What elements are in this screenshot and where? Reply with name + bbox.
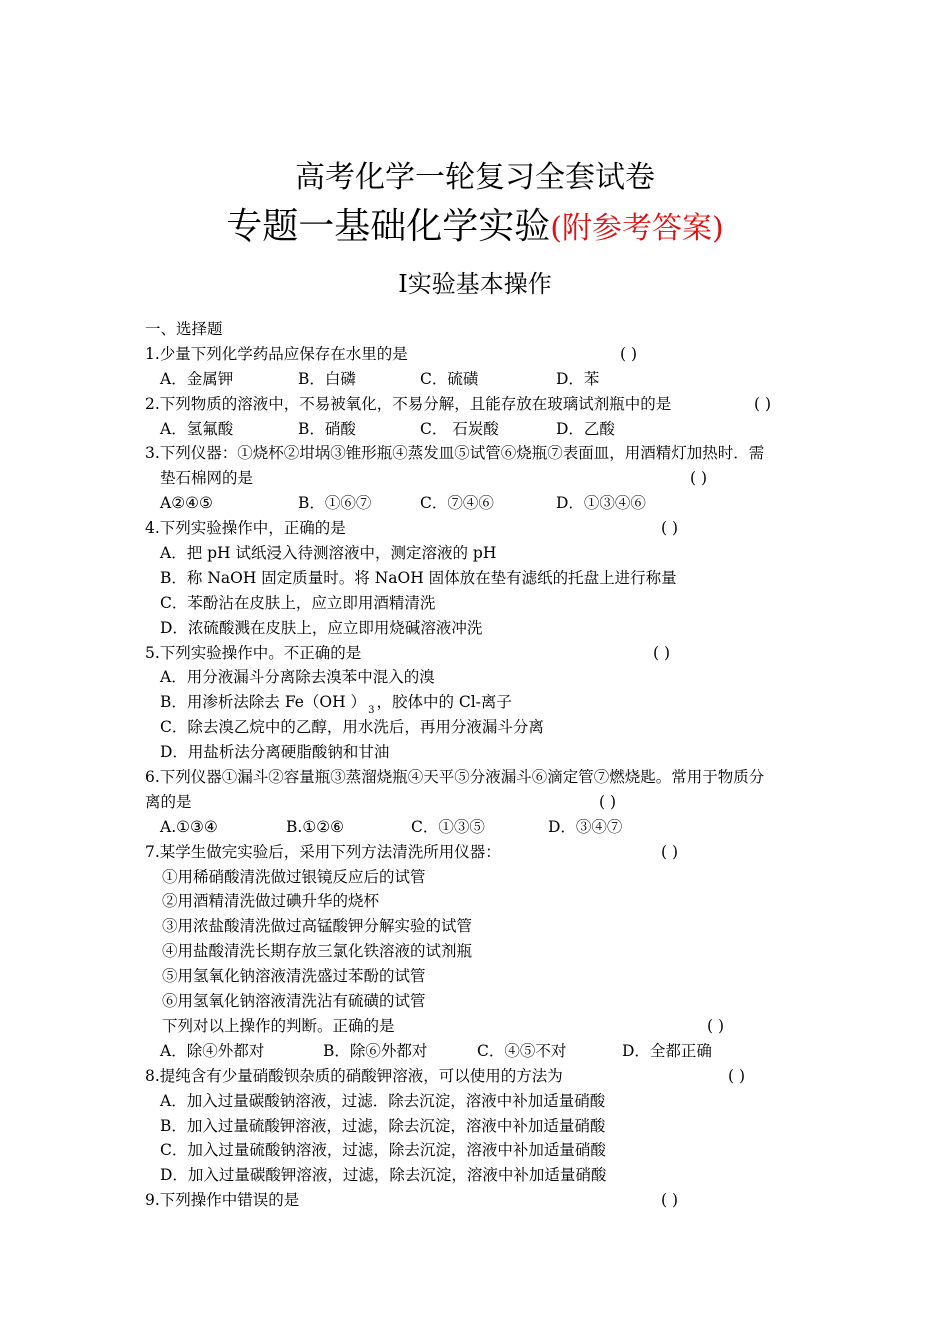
list-item: ②用酒精清洗做过碘升华的烧杯 (162, 892, 380, 911)
list-item: ⑤用氢氧化钠溶液清洗盛过苯酚的试管 (162, 967, 426, 986)
answer-paren: ( ) (661, 842, 679, 861)
question-6-stem-cont: 离的是 ( ) (145, 790, 825, 815)
option-c: C．④⑤不对 (477, 1041, 567, 1060)
option-d: D．①③④⑥ (556, 494, 646, 513)
option-b: B．硝酸 (298, 419, 356, 438)
question-6-stem: 6.下列仪器①漏斗②容量瓶③蒸溜烧瓶④天平⑤分液漏斗⑥滴定管⑦燃烧匙。常用于物质分 (145, 768, 765, 787)
option-a: A②④⑤ (160, 494, 213, 513)
option-b: B．用渗析法除去 Fe（OH ） $_3$ ，胶体中的 Cl-离子 (160, 693, 512, 717)
answer-paren: ( ) (653, 643, 671, 662)
question-9-stem: 9.下列操作中错误的是 ( ) (145, 1188, 825, 1213)
option-c: C．除去溴乙烷中的乙醇，用水洗后，再用分液漏斗分离 (160, 718, 544, 737)
answer-paren: ( ) (707, 1016, 725, 1035)
option-b: B．除⑥外都对 (323, 1041, 428, 1060)
subtitle-answer-note: (附参考答案) (550, 211, 724, 246)
question-5-stem: 5.下列实验操作中。不正确的是 ( ) (145, 641, 825, 666)
subscript: 3 (368, 705, 375, 717)
question-8-stem: 8.提纯含有少量硝酸钡杂质的硝酸钾溶液，可以使用的方法为 ( ) (145, 1064, 825, 1089)
option-c: C．①③⑤ (411, 817, 485, 836)
option-b: B.①②⑥ (286, 817, 345, 836)
option-b: B．①⑥⑦ (298, 494, 372, 513)
question-list (145, 317, 825, 1213)
option-c: C． 石炭酸 (420, 419, 499, 438)
answer-paren: ( ) (661, 1191, 679, 1210)
answer-paren: ( ) (661, 519, 679, 538)
option-c: C．硫磺 (420, 369, 479, 388)
list-item: ⑥用氢氧化钠溶液清洗沾有硫磺的试管 (162, 992, 426, 1011)
answer-paren: ( ) (690, 469, 708, 488)
option-c: C．⑦④⑥ (420, 494, 494, 513)
option-b: B．白磷 (298, 369, 356, 388)
option-a: A．金属钾 (160, 369, 234, 388)
question-2-stem: 2.下列物质的溶液中，不易被氧化，不易分解，且能存放在玻璃试剂瓶中的是 ( ) (145, 392, 825, 417)
answer-paren: ( ) (728, 1066, 746, 1085)
answer-paren: ( ) (599, 792, 617, 811)
question-3-stem: 3.下列仪器：①烧杯②坩埚③锥形瓶④蒸发皿⑤试管⑥烧瓶⑦表面皿，用酒精灯加热时．需 (145, 444, 765, 463)
option-a: A．除④外都对 (160, 1041, 265, 1060)
answer-paren: ( ) (754, 394, 772, 413)
option-d: D．用盐析法分离硬脂酸钠和甘油 (160, 743, 390, 762)
option-a: A．用分液漏斗分离除去溴苯中混入的溴 (160, 668, 435, 687)
document-title: 高考化学一轮复习全套试卷 (295, 160, 655, 195)
question-6-options (145, 815, 825, 840)
list-item: ③用浓盐酸清洗做过高锰酸钾分解实验的试管 (162, 917, 473, 936)
option-a: A．加入过量碳酸钠溶液，过滤．除去沉淀，溶液中补加适量硝酸 (160, 1091, 606, 1110)
option-d: D．③④⑦ (548, 817, 623, 836)
option-c: C．加入过量硫酸钠溶液，过滤，除去沉淀，溶液中补加适量硝酸 (160, 1141, 606, 1160)
question-1-stem: 1.少量下列化学药品应保存在水里的是 ( ) (145, 342, 825, 367)
option-c: C．苯酚沾在皮肤上，应立即用酒精清洗 (160, 593, 436, 612)
question-1-options (145, 367, 825, 392)
option-d: D．全都正确 (622, 1041, 712, 1060)
option-d: D．加入过量碳酸钾溶液，过滤，除去沉淀，溶液中补加适量硝酸 (160, 1166, 607, 1185)
list-item: ④用盐酸清洗长期存放三氯化铁溶液的试剂瓶 (162, 942, 473, 961)
question-7-stem: 7.某学生做完实验后，采用下列方法清洗所用仪器： ( ) (145, 840, 825, 865)
option-a: A.①③④ (160, 817, 218, 836)
question-3-options (145, 491, 825, 516)
question-4-stem: 4.下列实验操作中，正确的是 ( ) (145, 516, 825, 541)
section-title: Ⅰ实验基本操作 (398, 270, 552, 298)
answer-paren: ( ) (620, 344, 638, 363)
document-subtitle (0, 204, 950, 252)
part-heading: 一、选择题 (145, 320, 223, 338)
option-d: D．苯 (556, 369, 600, 388)
option-d: D．浓硫酸溅在皮肤上，应立即用烧碱溶液冲洗 (160, 618, 483, 637)
option-a: A．氢氟酸 (160, 419, 234, 438)
question-3-stem-cont: 垫石棉网的是 ( ) (145, 466, 825, 491)
question-2-options (145, 417, 825, 442)
list-item: ①用稀硝酸清洗做过银镜反应后的试管 (162, 867, 426, 886)
question-7-judge: 下列对以上操作的判断。正确的是 ( ) (145, 1014, 825, 1039)
option-b: B．称 NaOH 固定质量时。将 NaOH 固体放在垫有滤纸的托盘上进行称量 (160, 568, 677, 587)
option-a: A．把 pH 试纸浸入待测溶液中，测定溶液的 pH (160, 544, 497, 563)
question-7-options (145, 1039, 825, 1064)
option-d: D．乙酸 (556, 419, 615, 438)
option-b: B．加入过量硫酸钾溶液，过滤，除去沉淀，溶液中补加适量硝酸 (160, 1116, 606, 1135)
subtitle-main: 专题一基础化学实验 (226, 206, 551, 247)
